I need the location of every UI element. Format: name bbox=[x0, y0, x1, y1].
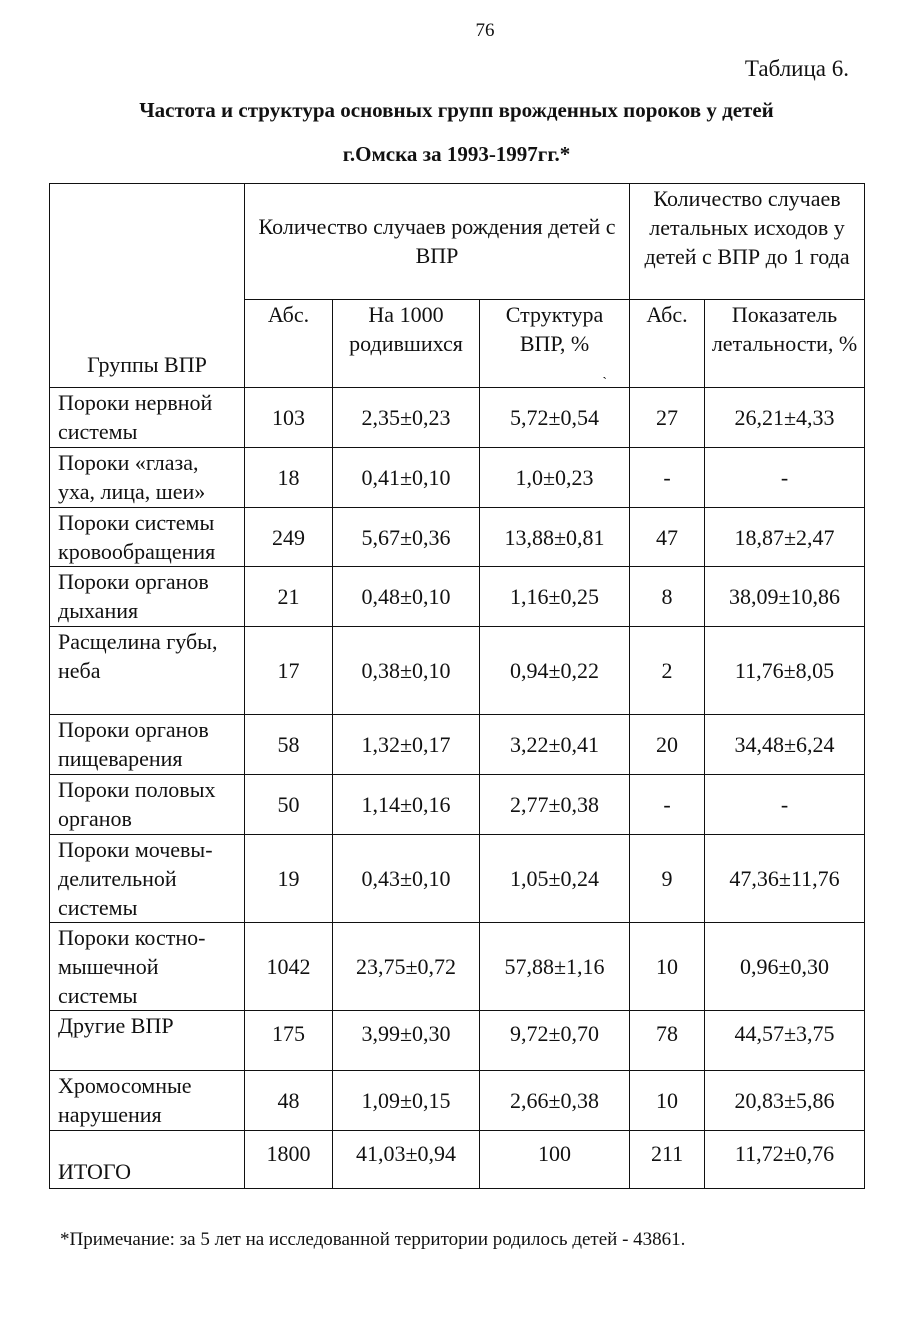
cell-lethal-abs: 9 bbox=[630, 835, 705, 923]
cell-abs: 249 bbox=[245, 508, 333, 567]
cell-structure: 13,88±0,81 bbox=[480, 508, 630, 567]
table-title-line-2: г.Омска за 1993-1997гг.* bbox=[342, 142, 571, 166]
cell-structure: 1,05±0,24 bbox=[480, 835, 630, 923]
row-name: Пороки костно-мышечной системы bbox=[50, 923, 245, 1011]
cell-abs: 17 bbox=[245, 627, 333, 715]
cell-lethal-abs: 8 bbox=[630, 567, 705, 627]
cell-per-1000: 0,38±0,10 bbox=[333, 627, 480, 715]
row-name: Расщелина губы, неба bbox=[50, 627, 245, 715]
cell-lethality: 11,72±0,76 bbox=[705, 1131, 865, 1189]
cell-per-1000: 23,75±0,72 bbox=[333, 923, 480, 1011]
cell-lethal-abs: - bbox=[630, 448, 705, 508]
cell-lethality: 47,36±11,76 bbox=[705, 835, 865, 923]
cell-lethal-abs: 20 bbox=[630, 715, 705, 775]
cell-abs: 103 bbox=[245, 388, 333, 448]
cell-structure: 2,77±0,38 bbox=[480, 775, 630, 835]
footnote: *Примечание: за 5 лет на исследованной территории родилось детей - 43861. bbox=[60, 1229, 686, 1250]
row-name: Другие ВПР bbox=[50, 1011, 245, 1071]
scan-tick-mark: ˏ bbox=[602, 365, 608, 380]
cell-structure: 0,94±0,22 bbox=[480, 627, 630, 715]
cell-structure: 100 bbox=[480, 1131, 630, 1189]
header-row-1 bbox=[50, 184, 865, 300]
cell-abs: 1800 bbox=[245, 1131, 333, 1189]
table-row bbox=[50, 508, 865, 567]
cell-abs: 19 bbox=[245, 835, 333, 923]
header-structure-label: Структура ВПР, % bbox=[505, 302, 604, 356]
cell-structure: 1,0±0,23 bbox=[480, 448, 630, 508]
cell-lethality: 34,48±6,24 bbox=[705, 715, 865, 775]
header-per-1000: На 1000 родившихся bbox=[333, 300, 480, 388]
cell-abs: 18 bbox=[245, 448, 333, 508]
cell-lethal-abs: 211 bbox=[630, 1131, 705, 1189]
cell-abs: 1042 bbox=[245, 923, 333, 1011]
cell-structure: 3,22±0,41 bbox=[480, 715, 630, 775]
cell-abs: 175 bbox=[245, 1011, 333, 1071]
table-row bbox=[50, 567, 865, 627]
header-abs: Абс. bbox=[245, 300, 333, 388]
cell-per-1000: 3,99±0,30 bbox=[333, 1011, 480, 1071]
cell-abs: 58 bbox=[245, 715, 333, 775]
cell-per-1000: 1,09±0,15 bbox=[333, 1071, 480, 1131]
cell-per-1000: 41,03±0,94 bbox=[333, 1131, 480, 1189]
table-row bbox=[50, 775, 865, 835]
row-name: Пороки системы кровообращения bbox=[50, 508, 245, 567]
total-row bbox=[50, 1131, 865, 1189]
cell-structure: 57,88±1,16 bbox=[480, 923, 630, 1011]
table-row bbox=[50, 835, 865, 923]
cell-abs: 50 bbox=[245, 775, 333, 835]
table-row bbox=[50, 923, 865, 1011]
cell-structure: 9,72±0,70 bbox=[480, 1011, 630, 1071]
cell-abs: 21 bbox=[245, 567, 333, 627]
cell-lethal-abs: 47 bbox=[630, 508, 705, 567]
cell-lethality: - bbox=[705, 775, 865, 835]
table-label: Таблица 6. bbox=[744, 56, 849, 81]
row-name: Пороки мочевы-делительной системы bbox=[50, 835, 245, 923]
table-row bbox=[50, 1071, 865, 1131]
table-row bbox=[50, 627, 865, 715]
header-lethality: Показатель летальности, % bbox=[705, 300, 865, 388]
header-lethal-group: Количество случаев летальных исходов у детей с ВПР до 1 года bbox=[630, 184, 865, 300]
cell-lethal-abs: 10 bbox=[630, 923, 705, 1011]
cell-per-1000: 0,41±0,10 bbox=[333, 448, 480, 508]
table-row bbox=[50, 715, 865, 775]
cell-per-1000: 0,43±0,10 bbox=[333, 835, 480, 923]
cell-lethality: - bbox=[705, 448, 865, 508]
row-name: Пороки половых органов bbox=[50, 775, 245, 835]
table-row bbox=[50, 388, 865, 448]
row-name: Пороки органов пищеварения bbox=[50, 715, 245, 775]
cell-lethality: 26,21±4,33 bbox=[705, 388, 865, 448]
cell-lethality: 0,96±0,30 bbox=[705, 923, 865, 1011]
cell-structure: 5,72±0,54 bbox=[480, 388, 630, 448]
header-births-group: Количество случаев рождения детей с ВПР bbox=[245, 184, 630, 300]
cell-per-1000: 1,14±0,16 bbox=[333, 775, 480, 835]
cell-lethality: 38,09±10,86 bbox=[705, 567, 865, 627]
cell-abs: 48 bbox=[245, 1071, 333, 1131]
cell-structure: 1,16±0,25 bbox=[480, 567, 630, 627]
row-name: Пороки «глаза, уха, лица, шеи» bbox=[50, 448, 245, 508]
table-title-line-1: Частота и структура основных групп врожденных пороков у детей bbox=[139, 98, 774, 122]
header-groups: Группы ВПР bbox=[50, 184, 245, 388]
cell-lethality: 20,83±5,86 bbox=[705, 1071, 865, 1131]
row-name-total: ИТОГО bbox=[50, 1131, 245, 1189]
cell-per-1000: 5,67±0,36 bbox=[333, 508, 480, 567]
cell-lethal-abs: 78 bbox=[630, 1011, 705, 1071]
header-structure bbox=[480, 300, 630, 388]
table-row bbox=[50, 448, 865, 508]
cell-per-1000: 0,48±0,10 bbox=[333, 567, 480, 627]
cell-lethality: 11,76±8,05 bbox=[705, 627, 865, 715]
table-row bbox=[50, 1011, 865, 1071]
row-name: Пороки органов дыхания bbox=[50, 567, 245, 627]
vpr-table bbox=[49, 183, 865, 1189]
row-name: Хромосомные нарушения bbox=[50, 1071, 245, 1131]
cell-per-1000: 1,32±0,17 bbox=[333, 715, 480, 775]
header-abs-lethal: Абс. bbox=[630, 300, 705, 388]
cell-per-1000: 2,35±0,23 bbox=[333, 388, 480, 448]
cell-structure: 2,66±0,38 bbox=[480, 1071, 630, 1131]
cell-lethal-abs: 10 bbox=[630, 1071, 705, 1131]
cell-lethality: 18,87±2,47 bbox=[705, 508, 865, 567]
cell-lethal-abs: - bbox=[630, 775, 705, 835]
cell-lethality: 44,57±3,75 bbox=[705, 1011, 865, 1071]
page-number: 76 bbox=[475, 20, 495, 41]
cell-lethal-abs: 2 bbox=[630, 627, 705, 715]
row-name: Пороки нервной системы bbox=[50, 388, 245, 448]
cell-lethal-abs: 27 bbox=[630, 388, 705, 448]
